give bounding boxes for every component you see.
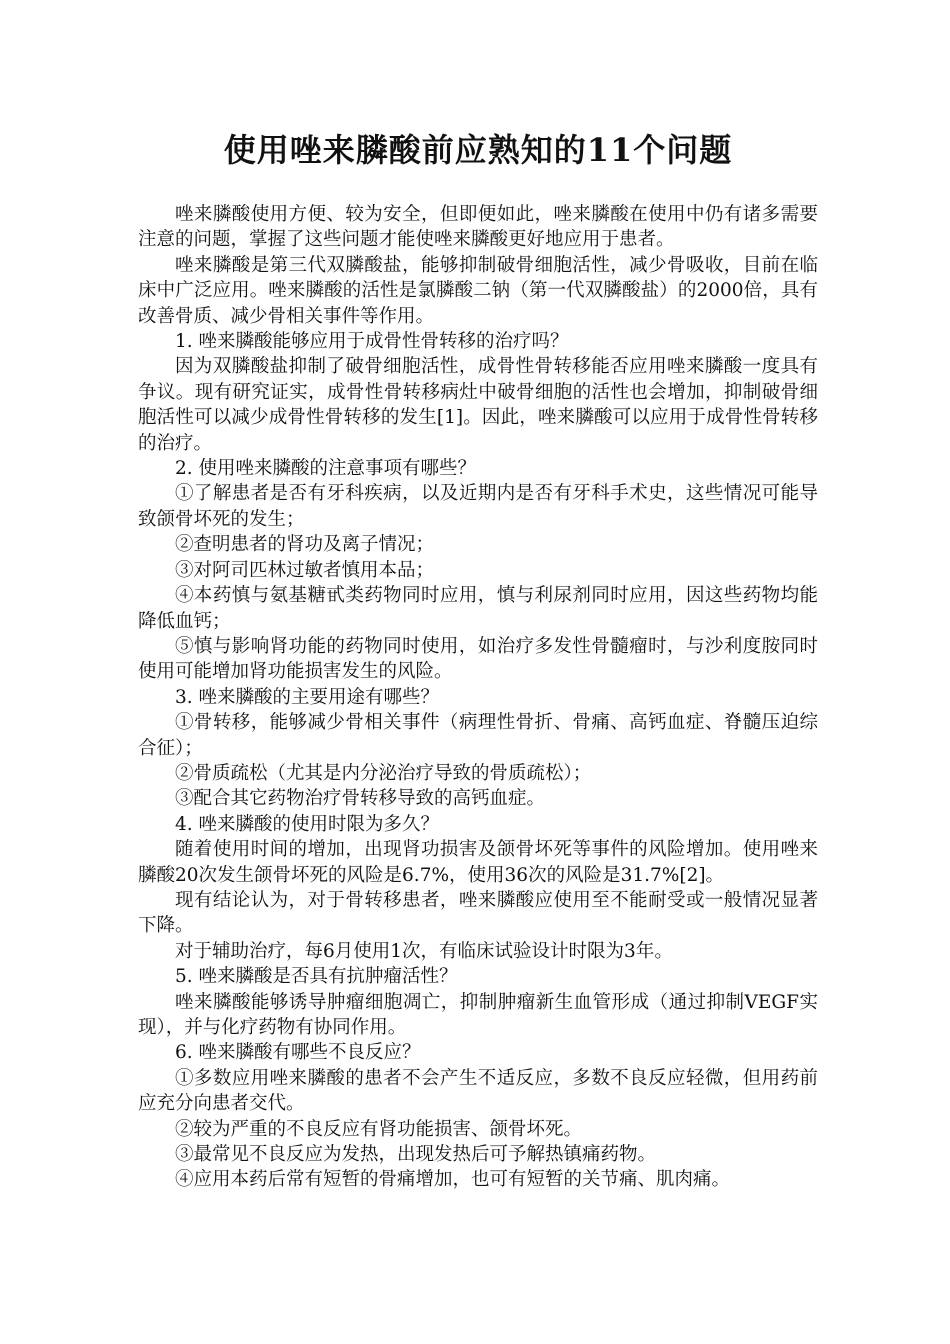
paragraph-14: ③配合其它药物治疗骨转移导致的高钙血症。 [175, 788, 546, 810]
paragraph-6: ①了解患者是否有牙科疾病，以及近期内是否有牙科手术史，这些情况可能导致颌骨坏死的发生； [138, 483, 818, 530]
paragraph-16: 随着使用时间的增加，出现肾功损害及颌骨坏死等事件的风险增加。使用唑来膦酸20次发生颌骨坏死的风险是6.7%，使用36次的风险是31.7%[2]。 [138, 839, 818, 886]
document-page [138, 0, 818, 1193]
paragraph-11: 3. 唑来膦酸的主要用途有哪些？ [175, 686, 440, 708]
paragraph-19: 5. 唑来膦酸是否具有抗肿瘤活性？ [175, 966, 458, 988]
paragraph-24: ③最常见不良反应为发热，出现发热后可予解热镇痛药物。 [175, 1144, 657, 1166]
paragraph-10: ⑤慎与影响肾功能的药物同时使用，如治疗多发性骨髓瘤时，与沙利度胺同时使用可能增加肾功能损害发生的风险。 [138, 635, 818, 683]
document-body [138, 202, 818, 1193]
paragraph-2: 唑来膦酸是第三代双膦酸盐，能够抑制破骨细胞活性，减少骨吸收，目前在临床中广泛应用。唑来膦酸的活性是氯膦酸二钠（第一代双膦酸盐）的2000倍，具有改善骨质、减少骨相关事件等作用。 [138, 254, 818, 327]
paragraph-7: ②查明患者的肾功及离子情况； [175, 534, 435, 556]
paragraph-9: ④本药慎与氨基糖甙类药物同时应用，慎与利尿剂同时应用，因这些药物均能降低血钙； [138, 585, 818, 632]
paragraph-18: 对于辅助治疗，每6月使用1次，有临床试验设计时限为3年。 [175, 940, 673, 962]
paragraph-23: ②较为严重的不良反应有肾功能损害、颌骨坏死。 [175, 1118, 583, 1140]
paragraph-1: 唑来膦酸使用方便、较为安全，但即便如此，唑来膦酸在使用中仍有诸多需要注意的问题，掌握了这些问题才能使唑来膦酸更好地应用于患者。 [138, 204, 818, 251]
paragraph-17: 现有结论认为，对于骨转移患者，唑来膦酸应使用至不能耐受或一般情况显著下降。 [138, 889, 818, 937]
paragraph-25: ④应用本药后常有短暂的骨痛增加，也可有短暂的关节痛、肌肉痛。 [175, 1169, 731, 1191]
paragraph-8: ③对阿司匹林过敏者慎用本品； [175, 559, 435, 581]
document-title: 使用唑来膦酸前应熟知的11个问题 [223, 131, 733, 169]
paragraph-21: 6. 唑来膦酸有哪些不良反应？ [175, 1042, 421, 1064]
paragraph-5: 2. 使用唑来膦酸的注意事项有哪些？ [175, 458, 477, 480]
paragraph-15: 4. 唑来膦酸的使用时限为多久？ [175, 813, 440, 835]
paragraph-12: ①骨转移，能够减少骨相关事件（病理性骨折、骨痛、高钙血症、脊髓压迫综合征）； [138, 712, 818, 759]
paragraph-3: 1. 唑来膦酸能够应用于成骨性骨转移的治疗吗？ [175, 331, 569, 353]
paragraph-13: ②骨质疏松（尤其是内分泌治疗导致的骨质疏松）； [175, 762, 592, 784]
paragraph-4: 因为双膦酸盐抑制了破骨细胞活性，成骨性骨转移能否应用唑来膦酸一度具有争议。现有研究证实，成骨性骨转移病灶中破骨细胞的活性也会增加，抑制破骨细胞活性可以减少成骨性骨转移的发生[1]。因此，唑来膦酸可以应用于成骨性骨转移的治疗。 [138, 356, 818, 454]
paragraph-20: 唑来膦酸能够诱导肿瘤细胞凋亡，抑制肿瘤新生血管形成（通过抑制VEGF实现），并与化疗药物有协同作用。 [138, 991, 818, 1038]
paragraph-22: ①多数应用唑来膦酸的患者不会产生不适反应，多数不良反应轻微，但用药前应充分向患者交代。 [138, 1067, 818, 1115]
